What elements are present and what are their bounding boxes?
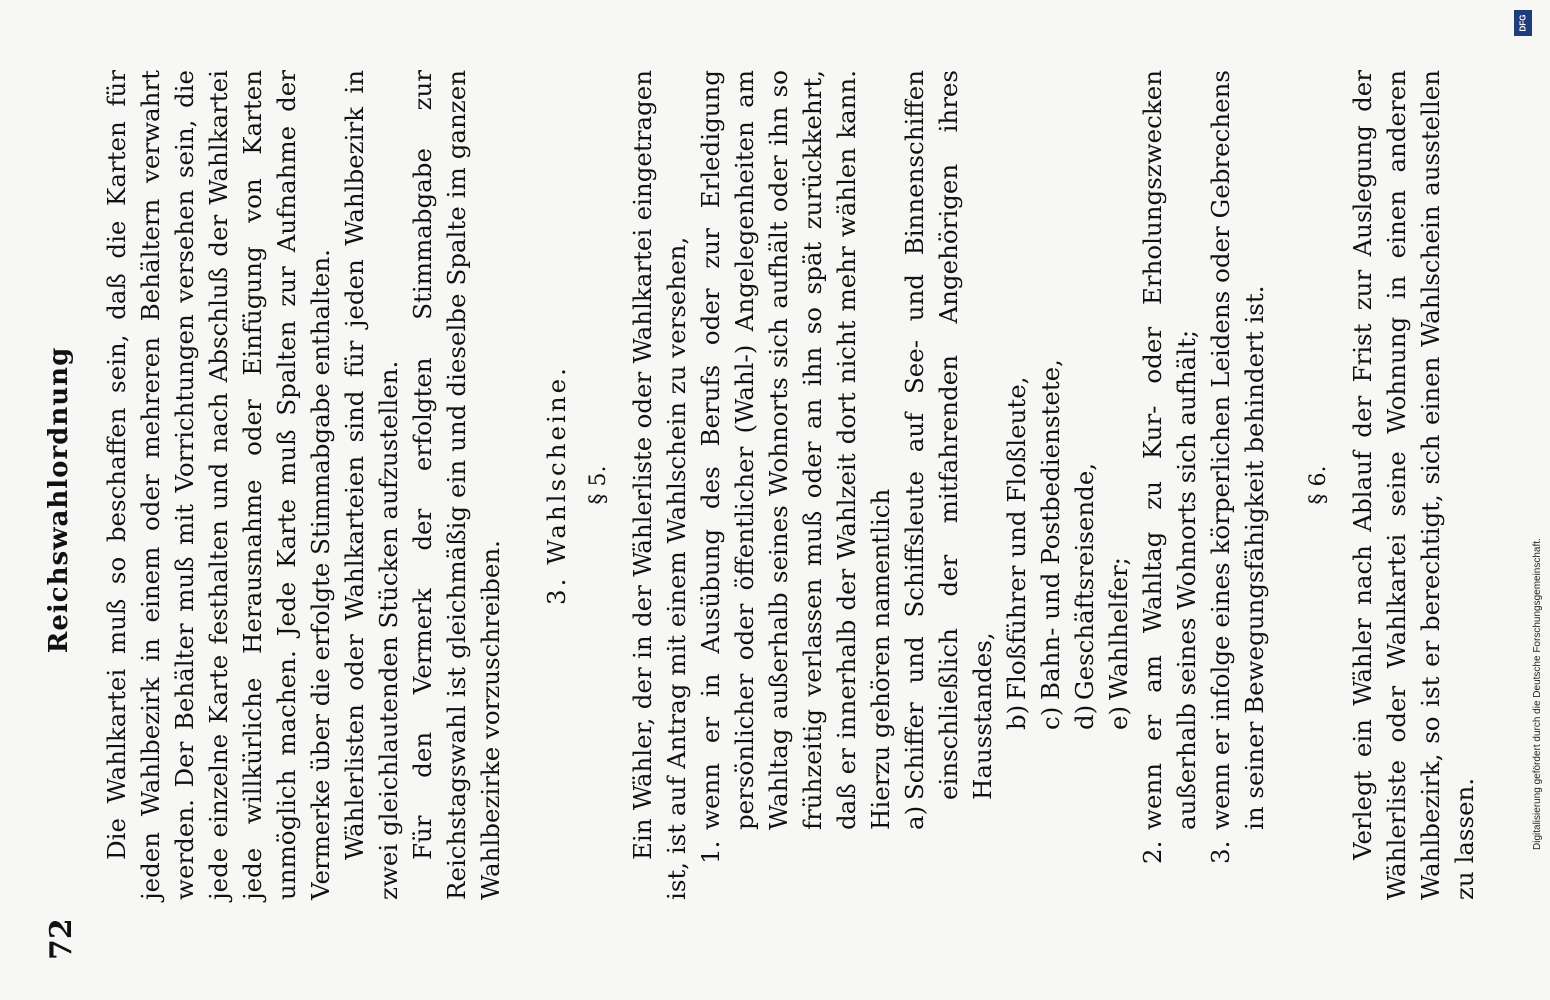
paragraph-mark: § 6. <box>1306 465 1331 505</box>
paragraph: Für den Vermerk der erfolgten Stimmabgabe zur Reichstagswahl ist gleichmäßig ein und dieselbe Spalte im ganzen Wahlbezirke vorzuschreiben. <box>408 70 505 900</box>
list-item <box>1136 70 1204 900</box>
page-number: 72 <box>44 918 79 960</box>
section-heading: 3. Wahlscheine. <box>542 365 571 605</box>
dfg-logo <box>1514 10 1532 36</box>
list-number: 2. <box>1138 840 1167 864</box>
sub-list-text: Geschäftsreisende, <box>1070 462 1099 700</box>
sub-list-letter: e) <box>1104 705 1133 730</box>
sub-list <box>898 70 1136 830</box>
sub-list-text: Bahn- und Postbedienstete, <box>1036 359 1065 700</box>
sub-list-letter: a) <box>900 805 929 830</box>
digitization-sidebar <box>1508 10 1543 990</box>
sub-list-item <box>1102 70 1136 830</box>
running-head: Reichswahlordnung <box>44 346 74 654</box>
list-number: 3. <box>1206 840 1235 864</box>
list-item-text: wenn er am Wahltag zu Kur- oder Erholungszwecken außerhalb seines Wohnorts sich aufhält; <box>1138 70 1201 830</box>
sub-list-item <box>1034 70 1068 830</box>
sub-list-item <box>1000 70 1034 830</box>
paragraph-mark: § 5. <box>586 465 611 505</box>
paragraph: Die Wahlkartei muß so beschaffen sein, daß die Karten für jeden Wahlbezirk in einem oder mehreren Behältern verwahrt werden. Der Behälter muß mit Vorrichtungen versehen sein, die jede einzelne Karte festhalten und nach Abschluß der Wahlkartei jede willkürliche Herausnahme oder Einfügung von Karten unmöglich machen. Jede Karte muß Spalten zur Aufnahme der Vermerke über die erfolgte Stimmabgabe enthalten. <box>102 70 335 900</box>
paragraph: Ein Wähler, der in der Wählerliste oder Wahlkartei eingetragen ist, ist auf Antrag mit einem Wahlschein zu versehen, <box>628 70 691 900</box>
enumerated-list <box>694 70 1272 900</box>
list-number: 1. <box>696 840 725 864</box>
page-body <box>100 70 1482 900</box>
sub-list-letter: b) <box>1002 704 1031 730</box>
sub-list-letter: d) <box>1070 704 1099 730</box>
paragraph: Wählerlisten oder Wahlkarteien sind für jeden Wahlbezirk in zwei gleichlautenden Stücken aufzustellen. <box>340 70 403 900</box>
sub-list-text: Schiffer und Schiffsleute auf See- und Binnenschiffen einschließlich der mitfahrenden Angehörigen ihres Hausstandes, <box>900 70 997 800</box>
dfg-logo-text: DFG <box>1517 14 1527 32</box>
sub-list-item <box>1068 70 1102 830</box>
sub-list-text: Floßführer und Floßleute, <box>1002 376 1031 700</box>
paragraph: Verlegt ein Wähler nach Ablauf der Frist zur Auslegung der Wählerliste oder Wahlkartei seine Wohnung in einen anderen Wahlbezirk, so ist er berechtigt, sich einen Wahlschein ausstellen zu lassen. <box>1348 70 1479 900</box>
sub-list-text: Wahlhelfer; <box>1104 557 1133 700</box>
sub-list-item <box>898 70 1000 830</box>
list-item <box>1204 70 1272 900</box>
rotated-page <box>0 20 1480 980</box>
sub-list-letter: c) <box>1036 706 1065 730</box>
digitization-credit: Digitalisierung gefördert durch die Deutsche Forschungsgemeinschaft. <box>1532 538 1543 850</box>
list-item-text: wenn er in Ausübung des Berufs oder zur Erledigung persönlicher oder öffentlicher (Wahl-) Angelegenheiten am Wahltag außerhalb seines Wohnorts sich aufhält oder ihn so frühzeitig verlassen muß oder an ihn so spät zurückkehrt, daß er innerhalb der Wahlzeit dort nicht mehr wählen kann. Hierzu gehören namentlich <box>696 70 895 830</box>
list-item <box>694 70 1136 900</box>
list-item-text: wenn er infolge eines körperlichen Leidens oder Gebrechens in seiner Bewegungsfähigkeit behindert ist. <box>1206 70 1269 830</box>
